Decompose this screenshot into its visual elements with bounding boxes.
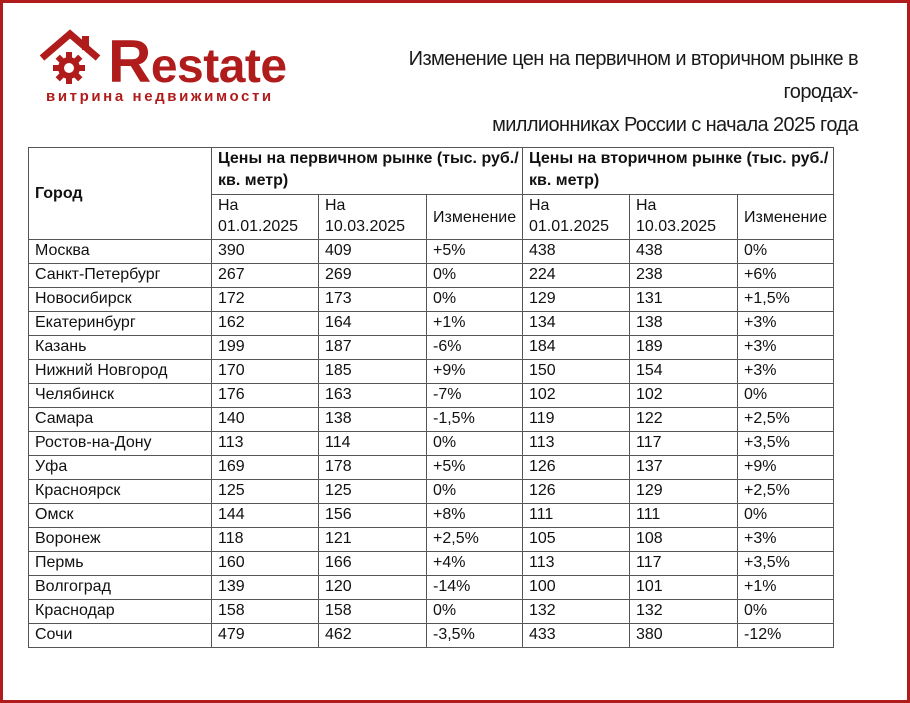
city-cell: Красноярск [29,480,212,504]
primary-jan-cell: 479 [212,624,319,648]
secondary-mar-cell: 117 [630,552,738,576]
primary-jan-cell: 113 [212,432,319,456]
primary-change-cell: +2,5% [427,528,523,552]
city-cell: Челябинск [29,384,212,408]
primary-mar-cell: 156 [319,504,427,528]
primary-jan-cell: 144 [212,504,319,528]
secondary-mar-cell: 117 [630,432,738,456]
secondary-change-cell: 0% [738,384,834,408]
brand-name: Restate [108,28,287,95]
city-cell: Уфа [29,456,212,480]
city-cell: Волгоград [29,576,212,600]
primary-mar-cell: 269 [319,264,427,288]
primary-date1-header: На 01.01.2025 [212,195,319,240]
table-row [29,240,834,264]
secondary-jan-cell: 113 [523,552,630,576]
primary-mar-cell: 187 [319,336,427,360]
secondary-mar-cell: 111 [630,504,738,528]
secondary-change-cell: +1,5% [738,288,834,312]
secondary-jan-cell: 113 [523,432,630,456]
secondary-jan-cell: 119 [523,408,630,432]
primary-mar-cell: 462 [319,624,427,648]
secondary-mar-cell: 137 [630,456,738,480]
secondary-change-cell: 0% [738,600,834,624]
city-cell: Самара [29,408,212,432]
secondary-mar-cell: 138 [630,312,738,336]
city-cell: Пермь [29,552,212,576]
primary-jan-cell: 140 [212,408,319,432]
primary-mar-cell: 173 [319,288,427,312]
table-body [29,240,834,648]
city-cell: Омск [29,504,212,528]
primary-change-cell: +4% [427,552,523,576]
table-row [29,384,834,408]
primary-mar-cell: 163 [319,384,427,408]
secondary-jan-cell: 129 [523,288,630,312]
primary-mar-cell: 178 [319,456,427,480]
primary-mar-cell: 166 [319,552,427,576]
secondary-jan-cell: 132 [523,600,630,624]
secondary-market-header: Цены на вторичном рынке (тыс. руб./кв. метр) [523,148,834,195]
table-row [29,528,834,552]
primary-change-cell: -6% [427,336,523,360]
primary-date2-header: На 10.03.2025 [319,195,427,240]
primary-change-cell: +5% [427,456,523,480]
secondary-change-cell: 0% [738,240,834,264]
primary-change-cell: +8% [427,504,523,528]
secondary-jan-cell: 224 [523,264,630,288]
secondary-jan-cell: 134 [523,312,630,336]
brand-logo [38,22,298,108]
primary-mar-cell: 409 [319,240,427,264]
table-row [29,360,834,384]
secondary-mar-cell: 101 [630,576,738,600]
primary-mar-cell: 164 [319,312,427,336]
secondary-jan-cell: 438 [523,240,630,264]
city-cell: Ростов-на-Дону [29,432,212,456]
primary-jan-cell: 158 [212,600,319,624]
city-cell: Воронеж [29,528,212,552]
primary-mar-cell: 158 [319,600,427,624]
secondary-mar-cell: 132 [630,600,738,624]
primary-change-cell: -3,5% [427,624,523,648]
primary-change-cell: +1% [427,312,523,336]
city-cell: Казань [29,336,212,360]
brand-tagline: витрина недвижимости [46,88,274,105]
secondary-date2-header: На 10.03.2025 [630,195,738,240]
city-cell: Санкт-Петербург [29,264,212,288]
secondary-jan-cell: 150 [523,360,630,384]
primary-mar-cell: 121 [319,528,427,552]
city-cell: Москва [29,240,212,264]
secondary-change-cell: +3% [738,360,834,384]
secondary-change-cell: +1% [738,576,834,600]
page-title [338,43,858,142]
primary-mar-cell: 125 [319,480,427,504]
secondary-change-header: Изменение [738,195,834,240]
primary-change-cell: -7% [427,384,523,408]
primary-change-header: Изменение [427,195,523,240]
table-row [29,480,834,504]
secondary-change-cell: +3,5% [738,552,834,576]
secondary-change-cell: +2,5% [738,480,834,504]
table-row [29,312,834,336]
secondary-mar-cell: 154 [630,360,738,384]
city-cell: Екатеринбург [29,312,212,336]
primary-change-cell: 0% [427,288,523,312]
table-row [29,432,834,456]
primary-jan-cell: 169 [212,456,319,480]
secondary-jan-cell: 433 [523,624,630,648]
table-row [29,264,834,288]
primary-change-cell: 0% [427,600,523,624]
secondary-mar-cell: 131 [630,288,738,312]
primary-jan-cell: 125 [212,480,319,504]
table-row [29,336,834,360]
secondary-mar-cell: 438 [630,240,738,264]
secondary-mar-cell: 189 [630,336,738,360]
price-table [28,147,834,648]
table-row [29,576,834,600]
primary-jan-cell: 199 [212,336,319,360]
table-row [29,504,834,528]
primary-jan-cell: 267 [212,264,319,288]
secondary-mar-cell: 108 [630,528,738,552]
title-line-2: миллионниках России с начала 2025 года [492,114,858,136]
primary-jan-cell: 176 [212,384,319,408]
secondary-change-cell: +9% [738,456,834,480]
primary-mar-cell: 138 [319,408,427,432]
primary-change-cell: 0% [427,432,523,456]
primary-change-cell: 0% [427,480,523,504]
secondary-mar-cell: 102 [630,384,738,408]
secondary-jan-cell: 102 [523,384,630,408]
secondary-jan-cell: 126 [523,480,630,504]
city-column-header: Город [29,148,212,240]
secondary-date1-header: На 01.01.2025 [523,195,630,240]
primary-change-cell: -14% [427,576,523,600]
secondary-change-cell: -12% [738,624,834,648]
table-row [29,600,834,624]
city-cell: Краснодар [29,600,212,624]
city-cell: Новосибирск [29,288,212,312]
primary-mar-cell: 114 [319,432,427,456]
secondary-change-cell: +3% [738,312,834,336]
primary-change-cell: -1,5% [427,408,523,432]
secondary-jan-cell: 126 [523,456,630,480]
secondary-jan-cell: 100 [523,576,630,600]
primary-jan-cell: 118 [212,528,319,552]
secondary-change-cell: +3% [738,528,834,552]
table-row [29,624,834,648]
primary-market-header: Цены на первичном рынке (тыс. руб./кв. метр) [212,148,523,195]
primary-jan-cell: 160 [212,552,319,576]
secondary-change-cell: 0% [738,504,834,528]
secondary-mar-cell: 129 [630,480,738,504]
primary-jan-cell: 172 [212,288,319,312]
secondary-mar-cell: 380 [630,624,738,648]
primary-change-cell: +5% [427,240,523,264]
secondary-change-cell: +6% [738,264,834,288]
table-row [29,552,834,576]
secondary-jan-cell: 184 [523,336,630,360]
table-row [29,456,834,480]
secondary-change-cell: +2,5% [738,408,834,432]
city-cell: Нижний Новгород [29,360,212,384]
secondary-change-cell: +3,5% [738,432,834,456]
secondary-jan-cell: 111 [523,504,630,528]
primary-change-cell: +9% [427,360,523,384]
house-gear-icon [38,28,110,88]
secondary-mar-cell: 122 [630,408,738,432]
secondary-mar-cell: 238 [630,264,738,288]
primary-jan-cell: 390 [212,240,319,264]
primary-jan-cell: 162 [212,312,319,336]
title-line-1: Изменение цен на первичном и вторичном рынке в городах- [408,48,858,103]
primary-mar-cell: 185 [319,360,427,384]
primary-mar-cell: 120 [319,576,427,600]
table-row [29,408,834,432]
secondary-jan-cell: 105 [523,528,630,552]
primary-change-cell: 0% [427,264,523,288]
primary-jan-cell: 139 [212,576,319,600]
secondary-change-cell: +3% [738,336,834,360]
primary-jan-cell: 170 [212,360,319,384]
table-row [29,288,834,312]
city-cell: Сочи [29,624,212,648]
